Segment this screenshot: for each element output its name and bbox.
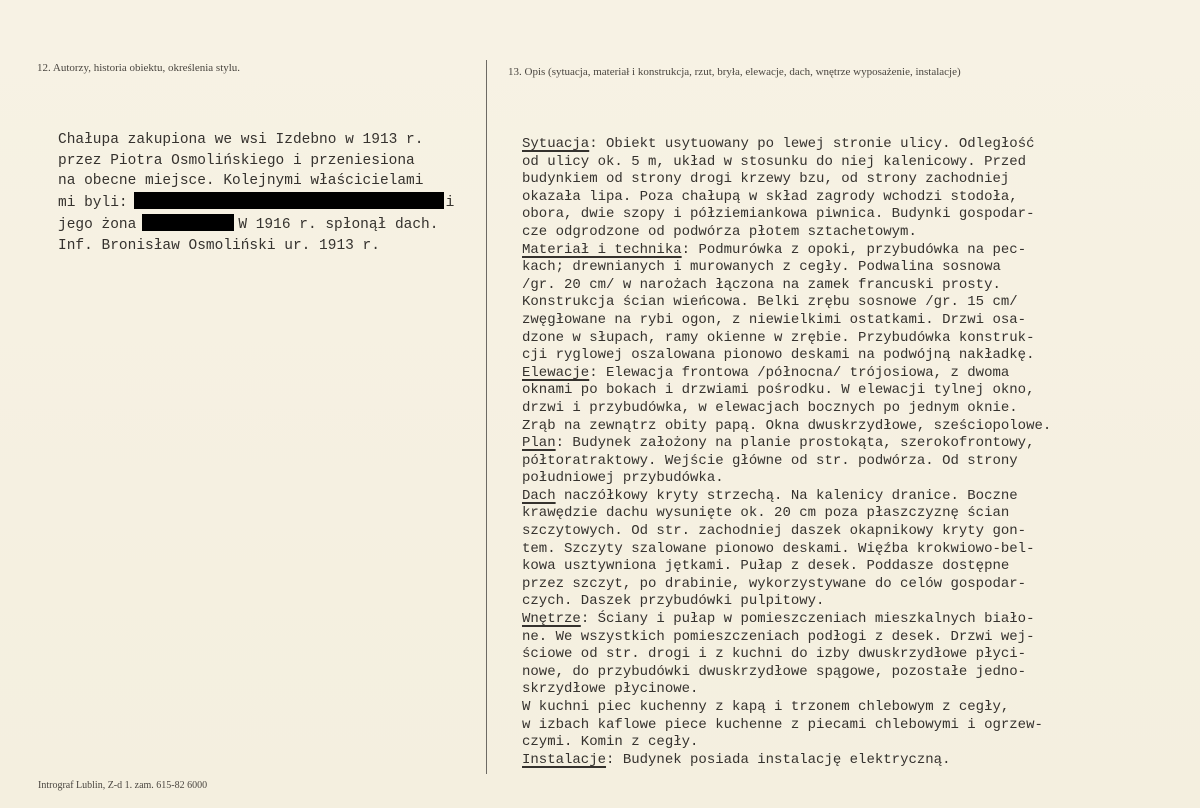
description-text-run: : Ściany i pułap w pomieszczeniach mieszkalnych biało- <box>580 611 1035 628</box>
description-line <box>522 154 1051 172</box>
description-line <box>522 470 1051 488</box>
description-text-run: nowe, do przybudówki dwuskrzydłowe spągowe, pozostałe jedno- <box>522 663 1027 680</box>
description-line <box>522 664 1051 682</box>
description-text-run: : Budynek posiada instalację elektryczną. <box>606 751 951 768</box>
description-line <box>522 294 1051 312</box>
description-line <box>522 453 1051 471</box>
section-heading: Materiał i technika <box>522 241 682 258</box>
description-text-run: okazała lipa. Poza chałupą w skład zagrody wchodzi stodoła, <box>522 188 1018 205</box>
section-heading: Wnętrze <box>522 611 581 628</box>
description-text-run: w izbach kaflowe piece kuchenne z piecami chlebowymi i ogrzew- <box>522 716 1043 733</box>
history-line: na obecne miejsce. Kolejnymi właścicielami <box>58 173 424 190</box>
description-text-run: szczytowych. Od str. zachodniej daszek okapnikowy kryty gon- <box>522 523 1027 540</box>
description-text-run: zwęgłowane na rybi ogon, z niewielkimi ostatkami. Drzwi osa- <box>522 311 1027 328</box>
description-line <box>522 593 1051 611</box>
description-text-run: oknami po bokach i drzwiami pośrodku. W elewacji tylnej okno, <box>522 382 1035 399</box>
description-line <box>522 717 1051 735</box>
description-line <box>522 136 1051 154</box>
redaction-bar <box>142 214 234 231</box>
description-line <box>522 382 1051 400</box>
description-text-run: południowej przybudówka. <box>522 470 724 487</box>
section-12-header: 12. Autorzy, historia obiektu, określenia stylu. <box>37 62 241 74</box>
description-line <box>522 734 1051 752</box>
history-line-start: mi byli: <box>58 195 128 212</box>
description-text-run: krawędzie dachu wysunięte ok. 20 cm poza płaszczyznę ścian <box>522 505 1010 522</box>
description-text-run: W kuchni piec kuchenny z kapą i trzonem chlebowym z cegły, <box>522 699 1010 715</box>
description-line <box>522 752 1051 770</box>
description-text-run: czych. Daszek przybudówki pulpitowy. <box>522 593 825 610</box>
section-heading: Dach <box>522 487 556 504</box>
description-line <box>522 312 1051 330</box>
description-text-run: : Elewacja frontowa /północna/ trójosiowa, z dwoma <box>589 364 1010 381</box>
description-text-run: /gr. 20 cm/ w narożach łączona na zamek francuski prosty. <box>522 276 1001 293</box>
description-text-run: cze odgrodzone od podwórza płotem sztachetowym. <box>522 223 917 240</box>
description-text-run: naczółkowy kryty strzechą. Na kalenicy dranice. Boczne <box>555 487 1018 504</box>
description-text-run: : Budynek założony na planie prostokąta, szerokofrontowy, <box>555 435 1035 452</box>
description-line <box>522 418 1051 436</box>
description-line <box>522 259 1051 277</box>
description-line <box>522 224 1051 242</box>
redaction-bar <box>134 192 444 209</box>
description-text-run: drzwi i przybudówka, w elewacjach bocznych po jednym oknie. <box>522 399 1018 416</box>
description-text-run: ściowe od str. drogi i z kuchni do izby dwuskrzydłowe płyci- <box>522 646 1027 663</box>
description-text-run: budynkiem od strony drogi krzewy bzu, od strony zachodniej <box>522 171 1010 188</box>
column-divider <box>486 60 487 774</box>
description-text-run: kach; drewnianych i murowanych z cegły. Podwalina sosnowa <box>522 259 1001 276</box>
description-text-run: ne. We wszystkich pomieszczeniach podłogi z desek. Drzwi wej- <box>522 628 1035 645</box>
history-line <box>58 192 454 214</box>
description-line <box>522 523 1051 541</box>
description-line <box>522 242 1051 260</box>
description-line <box>522 646 1051 664</box>
description-line <box>522 400 1051 418</box>
history-line <box>58 214 454 236</box>
description-line <box>522 681 1051 699</box>
description-line <box>522 206 1051 224</box>
description-line <box>522 576 1051 594</box>
description-line <box>522 558 1051 576</box>
section-13-header: 13. Opis (sytuacja, materiał i konstrukcja, rzut, bryła, elewacje, dach, wnętrze wyposażenie, instalacje) <box>508 66 961 78</box>
description-text-run: Konstrukcja ścian wieńcowa. Belki zrębu sosnowe /gr. 15 cm/ <box>522 294 1018 311</box>
description-text-run: kowa usztywniona jętkami. Pułap z desek. Poddasze dostępne <box>522 558 1010 575</box>
description-text-run: czymi. Komin z cegły. <box>522 734 699 751</box>
description-text-run: obora, dwie szopy i półziemiankowa piwnica. Budynki gospodar- <box>522 206 1035 223</box>
description-text-run: : Obiekt usytuowany po lewej stronie ulicy. Odległość <box>589 136 1035 152</box>
description-line <box>522 611 1051 629</box>
description-line <box>522 347 1051 365</box>
description-line <box>522 330 1051 348</box>
history-line-start: jego żona <box>58 216 137 233</box>
description-line <box>522 699 1051 717</box>
section-heading: Elewacje <box>522 364 590 381</box>
description-line <box>522 171 1051 189</box>
description-text-run: od ulicy ok. 5 m, układ w stosunku do niej kalenicowy. Przed <box>522 153 1027 170</box>
description-line <box>522 488 1051 506</box>
description-text-run: : Podmurówka z opoki, przybudówka na pec- <box>681 241 1027 258</box>
history-line: Inf. Bronisław Osmoliński ur. 1913 r. <box>58 237 380 254</box>
description-line <box>522 541 1051 559</box>
history-line-end: i <box>445 195 455 212</box>
description-text-run: dzone w słupach, ramy okienne w zrębie. Przybudówka konstruk- <box>522 329 1035 346</box>
description-line <box>522 505 1051 523</box>
history-text <box>58 130 454 256</box>
description-text <box>522 136 1051 769</box>
description-text-run: cji ryglowej oszalowana pionowo deskami na podwójną nakładkę. <box>522 347 1035 364</box>
description-line <box>522 189 1051 207</box>
printer-footer: Intrograf Lublin, Z-d 1. zam. 615-82 6000 <box>38 780 208 791</box>
description-text-run: skrzydłowe płycinowe. <box>522 681 699 698</box>
history-line-end: W 1916 r. spłonął dach. <box>238 216 439 233</box>
description-text-run: Zrąb na zewnątrz obity papą. Okna dwuskrzydłowe, sześciopolowe. <box>522 417 1052 434</box>
section-heading: Instalacje <box>522 751 607 768</box>
description-line <box>522 435 1051 453</box>
history-line: przez Piotra Osmolińskiego i przeniesiona <box>58 152 415 169</box>
section-heading: Sytuacja <box>522 136 590 152</box>
description-line <box>522 629 1051 647</box>
description-line <box>522 365 1051 383</box>
description-text-run: przez szczyt, po drabinie, wykorzystywane do celów gospodar- <box>522 575 1027 592</box>
description-text-run: półtoratraktowy. Wejście główne od str. podwórza. Od strony <box>522 452 1018 469</box>
section-heading: Plan <box>522 435 556 452</box>
description-text-run: tem. Szczyty szalowane pionowo deskami. Więźba krokwiowo-bel- <box>522 540 1035 557</box>
history-line: Chałupa zakupiona we wsi Izdebno w 1913 r. <box>58 132 424 148</box>
description-line <box>522 277 1051 295</box>
